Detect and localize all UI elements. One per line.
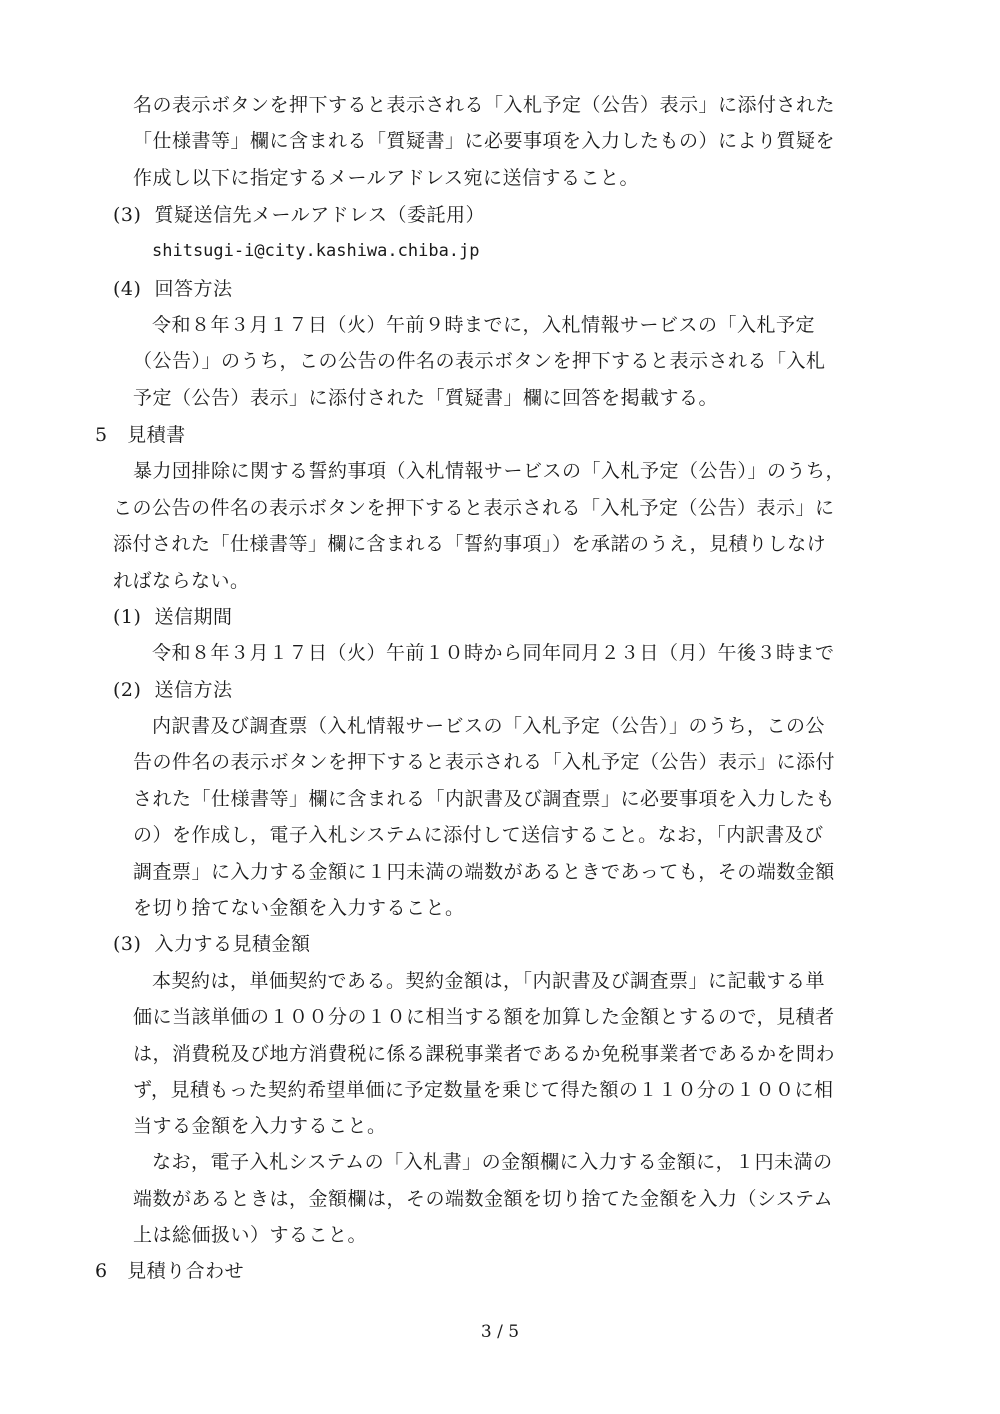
subsection-heading: (3) 入力する見積金額 xyxy=(113,933,311,955)
subsection-heading: (2) 送信方法 xyxy=(113,679,233,701)
text-line: 予定（公告）表示」に添付された「質疑書」欄に回答を掲載する。 xyxy=(133,387,719,409)
text-line: 上は総価扱い）すること。 xyxy=(133,1224,368,1246)
text-line: された「仕様書等」欄に含まれる「内訳書及び調査票」に必要事項を入力したも xyxy=(133,788,836,810)
text-line: は，消費税及び地方消費税に係る課税事業者であるか免税事業者であるかを問わ xyxy=(133,1043,836,1065)
text-line: （公告）」のうち，この公告の件名の表示ボタンを押下すると表示される「入札 xyxy=(133,350,826,372)
text-line: 作成し以下に指定するメールアドレス宛に送信すること。 xyxy=(133,167,640,189)
text-line: 内訳書及び調査票（入札情報サービスの「入札予定（公告）」のうち，この公 xyxy=(152,715,826,737)
page-number: 3 / 5 xyxy=(480,1322,520,1342)
text-line: 暴力団排除に関する誓約事項（入札情報サービスの「入札予定（公告）」のうち， xyxy=(133,460,846,482)
text-line: 令和８年３月１７日（火）午前９時までに，入札情報サービスの「入札予定 xyxy=(152,314,816,336)
text-line: 添付された「仕様書等」欄に含まれる「誓約事項」）を承諾のうえ，見積りしなけ xyxy=(113,533,827,555)
text-line: 当する金額を入力すること。 xyxy=(133,1115,387,1137)
text-line: 調査票」に入力する金額に１円未満の端数があるときであっても，その端数金額 xyxy=(133,861,835,883)
section-heading: 6 見積り合わせ xyxy=(95,1260,245,1282)
text-line: 告の件名の表示ボタンを押下すると表示される「入札予定（公告）表示」に添付 xyxy=(133,751,836,773)
text-line: の）を作成し，電子入札システムに添付して送信すること。なお，「内訳書及び xyxy=(133,824,824,846)
subsection-heading: (3) 質疑送信先メールアドレス（委託用） xyxy=(113,204,486,226)
text-line: ず，見積もった契約希望単価に予定数量を乗じて得た額の１１０分の１００に相 xyxy=(133,1079,834,1101)
text-line: 本契約は，単価契約である。契約金額は，「内訳書及び調査票」に記載する単 xyxy=(152,970,826,992)
text-line: この公告の件名の表示ボタンを押下すると表示される「入札予定（公告）表示」に xyxy=(113,497,835,519)
text-line: 令和８年３月１７日（火）午前１０時から同年同月２３日（月）午後３時まで xyxy=(152,642,835,664)
text-line: を切り捨てない金額を入力すること。 xyxy=(133,897,465,919)
text-line: 価に当該単価の１００分の１０に相当する額を加算した金額とするので，見積者 xyxy=(133,1006,835,1028)
section-heading: 5 見積書 xyxy=(95,424,186,446)
subsection-heading: (1) 送信期間 xyxy=(113,606,233,628)
subsection-heading: (4) 回答方法 xyxy=(113,278,233,300)
text-line: 「仕様書等」欄に含まれる「質疑書」に必要事項を入力したもの）により質疑を xyxy=(133,130,836,152)
text-line: なお，電子入札システムの「入札書」の金額欄に入力する金額に，１円未満の xyxy=(152,1151,833,1173)
text-line: ればならない。 xyxy=(113,570,250,592)
email-address: shitsugi-i@city.kashiwa.chiba.jp xyxy=(152,241,480,261)
text-line: 端数があるときは，金額欄は，その端数金額を切り捨てた金額を入力（システム xyxy=(133,1188,834,1210)
text-line: 名の表示ボタンを押下すると表示される「入札予定（公告）表示」に添付された xyxy=(133,94,836,116)
